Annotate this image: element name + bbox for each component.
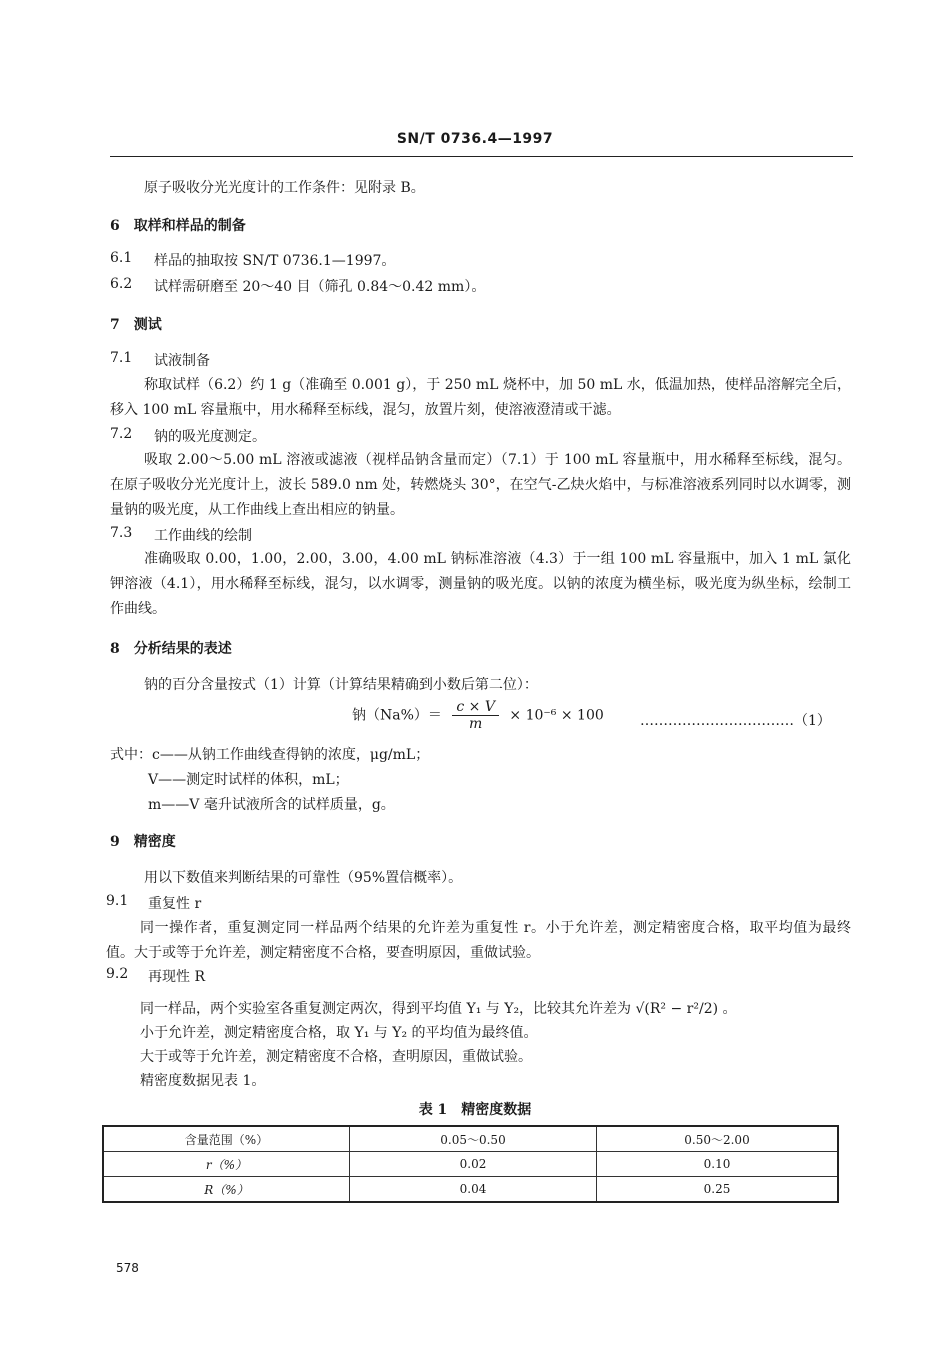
table-row [103, 1152, 838, 1177]
item-6-1-text: 样品的抽取按 SN/T 0736.1—1997。 [154, 253, 396, 269]
item-9-2-line2: 小于允许差，测定精密度合格，取 Y₁ 与 Y₂ 的平均值为最终值。 [140, 1025, 538, 1041]
header-rule [110, 156, 853, 157]
precision-table [102, 1125, 839, 1203]
item-9-2-line3: 大于或等于允许差，测定精密度不合格，查明原因，重做试验。 [140, 1049, 532, 1065]
item-9-1-body: 同一操作者，重复测定同一样品两个结果的允许差为重复性 r。小于允许差，测定精密度合格，取平均值为最终值。大于或等于允许差，测定精密度不合格，要查明原因，重做试验。 [106, 920, 851, 961]
where-m: m——V 毫升试液所含的试样质量，g。 [148, 797, 395, 813]
table-cell: 0.25 [597, 1177, 839, 1203]
intro-line: 原子吸收分光光度计的工作条件：见附录 B。 [144, 180, 425, 196]
item-9-2-line4: 精密度数据见表 1。 [140, 1073, 266, 1089]
section-7-title: 7 测试 [110, 317, 162, 333]
formula-intro: 钠的百分含量按式（1）计算（计算结果精确到小数后第二位）： [144, 677, 538, 693]
where-v: V——测定时试样的体积，mL； [148, 772, 349, 788]
item-7-3-body: 准确吸取 0.00，1.00，2.00，3.00，4.00 mL 钠标准溶液（4.3）于一组 100 mL 容量瓶中，加入 1 mL 氯化钾溶液（4.1），用水稀释至标线，混匀，以水调零，测量钠的吸光度。以钠的浓度为横坐标，吸光度为纵坐标，绘制工作曲线。 [110, 551, 851, 617]
table-header-row [103, 1126, 838, 1152]
item-9-2-title: 再现性 R [148, 969, 205, 985]
item-9-1-title: 重复性 r [148, 896, 202, 912]
precision-intro: 用以下数值来判断结果的可靠性（95%置信概率）。 [144, 870, 463, 886]
document-header: SN/T 0736.4—1997 [396, 131, 554, 147]
item-7-1-body: 称取试样（6.2）约 1 g（准确至 0.001 g），于 250 mL 烧杯中，加 50 mL 水，低温加热，使样品溶解完全后，移入 100 mL 容量瓶中，用水稀释至标线，混匀，放置片刻，使溶液澄清或干滤。 [110, 377, 851, 418]
item-7-1-number: 7.1 [110, 350, 133, 366]
item-7-2-number: 7.2 [110, 426, 133, 442]
formula-numerator: c × V [452, 699, 499, 716]
item-7-2-title: 钠的吸光度测定。 [154, 429, 266, 445]
section-8-title: 8 分析结果的表述 [110, 641, 232, 657]
section-9-title: 9 精密度 [110, 834, 176, 850]
table-row [103, 1177, 838, 1203]
table-cell: 0.10 [597, 1152, 839, 1177]
item-7-1-title: 试液制备 [154, 353, 210, 369]
formula-reference: ……………………………（1） [640, 713, 831, 729]
formula-denominator: m [469, 716, 483, 732]
table-header-cell: 0.05～0.50 [350, 1126, 597, 1152]
item-7-2-body: 吸取 2.00～5.00 mL 溶液或滤液（视样品钠含量而定）（7.1）于 100 mL 容量瓶中，用水稀释至标线，混匀。在原子吸收分光光度计上，波长 589.0 nm 处，转燃烧头 30°，在空气-乙炔火焰中，与标准溶液系列同时以水调零，测量钠的吸光度，从工作曲线上查出相应的钠量。 [110, 452, 851, 518]
item-6-1-number: 6.1 [110, 250, 133, 266]
item-6-2-text: 试样需研磨至 20～40 目（筛孔 0.84～0.42 mm）。 [154, 279, 486, 295]
formula-lhs: 钠（Na%）＝ [352, 707, 442, 724]
item-9-1-number: 9.1 [106, 893, 129, 909]
item-9-2-number: 9.2 [106, 966, 129, 982]
table-caption: 表 1 精密度数据 [418, 1102, 532, 1118]
table-header-cell: 0.50～2.00 [597, 1126, 839, 1152]
where-c: 式中：c——从钠工作曲线查得钠的浓度，μg/mL； [110, 747, 430, 763]
item-9-2-line1: 同一样品，两个实验室各重复测定两次，得到平均值 Y₁ 与 Y₂，比较其允许差为 √(R² − r²/2) 。 [140, 1001, 737, 1017]
table-cell: 0.02 [350, 1152, 597, 1177]
item-7-3-title: 工作曲线的绘制 [154, 528, 252, 544]
item-6-2-number: 6.2 [110, 276, 133, 292]
formula-fraction [452, 699, 499, 732]
table-cell: 0.04 [350, 1177, 597, 1203]
formula-1 [352, 699, 604, 732]
formula-rhs: × 10⁻⁶ × 100 [509, 707, 604, 724]
page-number: 578 [116, 1261, 139, 1275]
section-6-title: 6 取样和样品的制备 [110, 218, 246, 234]
item-7-3-number: 7.3 [110, 525, 133, 541]
table-header-cell: 含量范围（%） [103, 1126, 350, 1152]
table-cell: R（%） [103, 1177, 350, 1203]
table-cell: r（%） [103, 1152, 350, 1177]
